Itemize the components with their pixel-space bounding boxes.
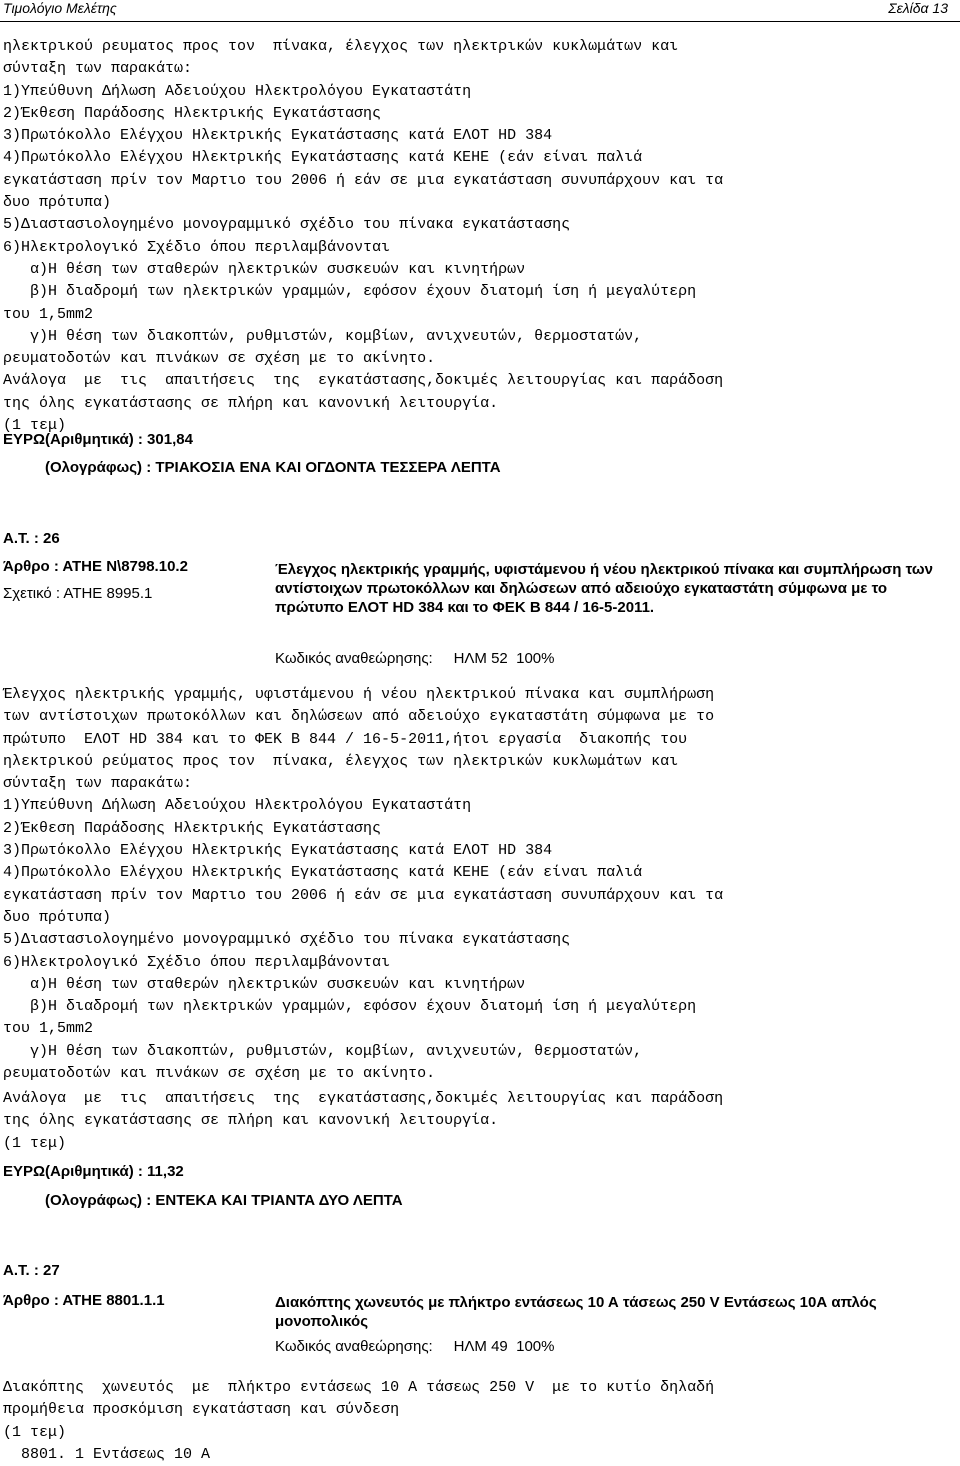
related-code: Σχετικό : ΑΤΗΕ 8995.1 — [3, 585, 153, 602]
description-text: Έλεγχος ηλεκτρικής γραμμής, υφιστάμενου ή νέου ηλεκτρικού πίνακα και συμπλήρωση των αντίστοιχων πρωτοκόλλων και δηλώσεων από αδειούχο εγκαταστάτη σύμφωνα με το πρώτυπο ΕΛΟΤ HD 384 και το ΦΕΚ Β 844 / 16-5-2011,ήτοι εργασία διακοπής του ηλεκτρικού ρεύματος προς τον πίνακα, έλεγχος των ηλεκτρικών κυκλωμάτων και σύνταξη των παρακάτω: 1)Υπεύθυνη Δήλωση Αδειούχου Ηλεκτρολόγου Εγκαταστάτη 2)Έκθεση Παράδοσης Ηλεκτρικής Εγκατάστασης 3)Πρωτόκολλο Ελέγχου Ηλεκτρικής Εγκατάστασης κατά ΕΛΟΤ HD 384 4)Πρωτόκολλο Ελέγχου Ηλεκτρικής Εγκατάστασης κατά ΚΕΗΕ (εάν είναι παλιά εγκατάσταση πρίν τον Μαρτιο του 2006 ή εάν σε μια εγκατάσταση συνυπάρχουν και τα δυο πρότυπα) 5)Διαστασιολογημένο μονογραμμικό σχέδιο του πίνακα εγκατάστασης 6)Ηλεκτρολογικό Σχέδιο όπου περιλαμβάνονται α)Η θέση των σταθερών ηλεκτρικών συσκευών και κινητήρων β)Η διαδρομή των ηλεκτρικών γραμμών, εφόσον έχουν διατομή ίση ή μεγαλύτερη του 1,5mm2 γ)Η θέση των διακοπτών, ρυθμιστών, κομβίων, ανιχνευτών, θερμοστατών, ρευματοδοτών και πινάκων σε σχέση με το ακίνητο. — [3, 686, 724, 1083]
item-code: Α.Τ. : 26 — [3, 530, 60, 547]
item-title: Έλεγχος ηλεκτρικής γραμμής, υφιστάμενου ή νέου ηλεκτρικού πίνακα και συμπλήρωση των αντίστοιχων πρωτοκόλλων και δηλώσεων από αδειούχο εγκαταστάτη σύμφωνα με το πρώτυπο ΕΛΟΤ HD 384 και το ΦΕΚ Β 844 / 16-5-2011. — [275, 561, 933, 616]
description-text-tail: Ανάλογα με τις απαιτήσεις της εγκατάστασης,δοκιμές λειτουργίας και παράδοση της όλης εγκατάστασης σε πλήρη και κανονική λειτουργία. (1 τεμ) — [3, 1090, 724, 1152]
item-description — [3, 1377, 714, 1466]
description-text: Διακόπτης χωνευτός με πλήκτρο εντάσεως 10 Α τάσεως 250 V με το κυτίο δηλαδή προμήθεια προσκόμιση εγκατάσταση και σύνδεση (1 τεμ) 8801. 1 Εντάσεως 10 Α — [3, 1379, 715, 1463]
item-description-continued — [3, 36, 723, 437]
page-number: Σελίδα 13 — [888, 0, 948, 16]
description-text: ηλεκτρικού ρευματος προς τον πίνακα, έλεγχος των ηλεκτρικών κυκλωμάτων και σύνταξη των παρακάτω: 1)Υπεύθυνη Δήλωση Αδειούχου Ηλεκτρολόγου Εγκαταστάτη 2)Έκθεση Παράδοσης Ηλεκτρικής Εγκατάστασης 3)Πρωτόκολλο Ελέγχου Ηλεκτρικής Εγκατάστασης κατά ΕΛΟΤ HD 384 4)Πρωτόκολλο Ελέγχου Ηλεκτρικής Εγκατάστασης κατά ΚΕΗΕ (εάν είναι παλιά εγκατάσταση πρίν τον Μαρτιο του 2006 ή εάν σε μια εγκατάσταση συνυπάρχουν και τα δυο πρότυπα) 5)Διαστασιολογημένο μονογραμμικό σχέδιο του πίνακα εγκατάστασης 6)Ηλεκτρολογικό Σχέδιο όπου περιλαμβάνονται α)Η θέση των σταθερών ηλεκτρικών συσκευών και κινητήρων β)Η διαδρομή των ηλεκτρικών γραμμών, εφόσον έχουν διατομή ίση ή μεγαλύτερη του 1,5mm2 γ)Η θέση των διακοπτών, ρυθμιστών, κομβίων, ανιχνευτών, θερμοστατών, ρευματοδοτών και πινάκων σε σχέση με το ακίνητο. Ανάλογα με τις απαιτήσεις της εγκατάστασης,δοκιμές λειτουργίας και παράδοση της όλης εγκατάστασης σε πλήρη και κανονική λειτουργία. (1 τεμ) — [3, 38, 724, 435]
item-description — [3, 684, 723, 1085]
article-label: Άρθρο : ΑΤΗΕ Ν\8798.10.2 — [3, 558, 188, 575]
page-header — [0, 0, 960, 22]
price-numeric: ΕΥΡΩ(Αριθμητικά) : 301,84 — [3, 431, 193, 448]
item-title: Διακόπτης χωνευτός με πλήκτρο εντάσεως 10 Α τάσεως 250 V Εντάσεως 10Α απλός μονοπολικός — [275, 1294, 877, 1330]
document-title: Τιμολόγιο Μελέτης — [3, 0, 117, 16]
item-description-tail — [3, 1088, 723, 1155]
price-in-words: (Ολογράφως) : ΤΡΙΑΚΟΣΙΑ ΕΝΑ ΚΑΙ ΟΓΔΟΝΤΑ ΤΕΣΣΕΡΑ ΛΕΠΤΑ — [45, 459, 501, 476]
item-code: Α.Τ. : 27 — [3, 1262, 60, 1279]
revision-code: Κωδικός αναθεώρησης: ΗΛΜ 49 100% — [275, 1338, 555, 1355]
article-code: Άρθρο : ΑΤΗΕ 8801.1.1 — [3, 1292, 165, 1309]
revision-code: Κωδικός αναθεώρησης: ΗΛΜ 52 100% — [275, 650, 555, 667]
price-in-words: (Ολογράφως) : ΕΝΤΕΚΑ ΚΑΙ ΤΡΙΑΝΤΑ ΔΥΟ ΛΕΠΤΑ — [45, 1192, 403, 1209]
price-numeric: ΕΥΡΩ(Αριθμητικά) : 11,32 — [3, 1163, 184, 1180]
article-code — [3, 558, 188, 575]
